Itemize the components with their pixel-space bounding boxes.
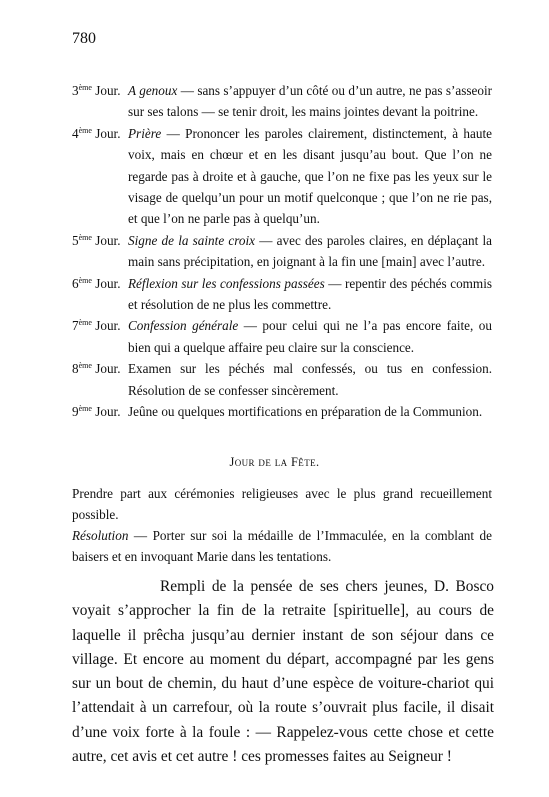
day-label: 7ème Jour. [72,318,121,334]
day-text: A genoux — sans s’appuyer d’un côté ou d’un autre, ne pas s’asseoir sur ses talons — se tenir droit, les mains jointes devant la poitrine. [128,83,492,120]
day-item-7 [72,315,492,358]
day-title: A genoux [128,83,178,98]
day-item-4 [72,123,492,230]
day-text: Jeûne ou quelques mortifications en préparation de la Communion. [128,404,483,420]
resolution-label: Résolution [72,528,129,543]
day-title: Confession générale [128,318,239,334]
day-text: Prière — Prononcer les paroles clairement, distinctement, à haute voix, mais en chœur et en les disant jusqu’au bout. Que l’on ne regarde pas à droite et à gauche, que l’on ne fixe pas les yeux sur le visage de quelqu’un pour un motif quelconque ; que l’on ne rie pas, et que l’on ne parle pas à quelqu’un. [128,125,492,227]
day-title: Réflexion sur les confessions passées [128,275,325,291]
day-text: Confession générale — pour celui qui ne l’a pas encore faite, ou bien qui a quelque affaire peu claire sur la conscience. [128,318,492,355]
feast-intro: Prendre part aux cérémonies religieuses avec le plus grand recueillement possible. [72,486,492,522]
feast-day-heading: Jour de la Fête. [229,455,320,469]
day-item-9 [72,401,492,422]
feast-resolution: Résolution — Porter sur soi la médaille de l’Immaculée, en la comblant de baisers et en invoquant Marie dans les tentations. [72,528,492,564]
day-text: Examen sur les péchés mal confessés, ou tus en confession. Résolution de se confesser sincèrement. [128,361,492,398]
day-text: Réflexion sur les confessions passées — repentir des péchés commis et résolution de ne plus les commettre. [128,275,492,313]
narrative-paragraph-block [72,575,494,769]
day-label: 3ème Jour. [72,83,121,98]
day-item-5 [72,230,492,273]
narrative-paragraph: Rempli de la pensée de ses chers jeunes, D. Bosco voyait s’approcher la fin de la retraite [spirituelle], au cours de laquelle il prêcha jusqu’au dernier instant de son séjour dans ce village. Et encore au moment du départ, accompagné par les gens sur un bout de chemin, du haut d’une espèce de voiture-chariot qui l’attendait à un carrefour, où la route s’ouvrait plus facile, il disait d’une voix forte à la foule : — Rappelez-vous cette chose et cette autre, cet avis et cet autre ! ces promesses faites au Seigneur ! [72,578,494,766]
day-item-3 [72,80,492,123]
feast-day-section [72,483,492,567]
day-label: 9ème Jour. [72,404,121,420]
day-label: 6ème Jour. [72,275,121,291]
day-item-8 [72,358,492,401]
day-label: 5ème Jour. [72,232,121,248]
retreat-day-list [72,80,492,423]
day-title: Prière [128,125,162,141]
day-item-6 [72,273,492,316]
page-number: 780 [72,30,96,47]
day-label: 4ème Jour. [72,125,121,141]
day-label: 8ème Jour. [72,361,121,377]
day-title: Signe de la sainte croix [128,232,256,248]
day-text: Signe de la sainte croix — avec des paroles claires, en déplaçant la main sans précipitation, en joignant à la fin une [main] avec l’autre. [128,232,492,270]
